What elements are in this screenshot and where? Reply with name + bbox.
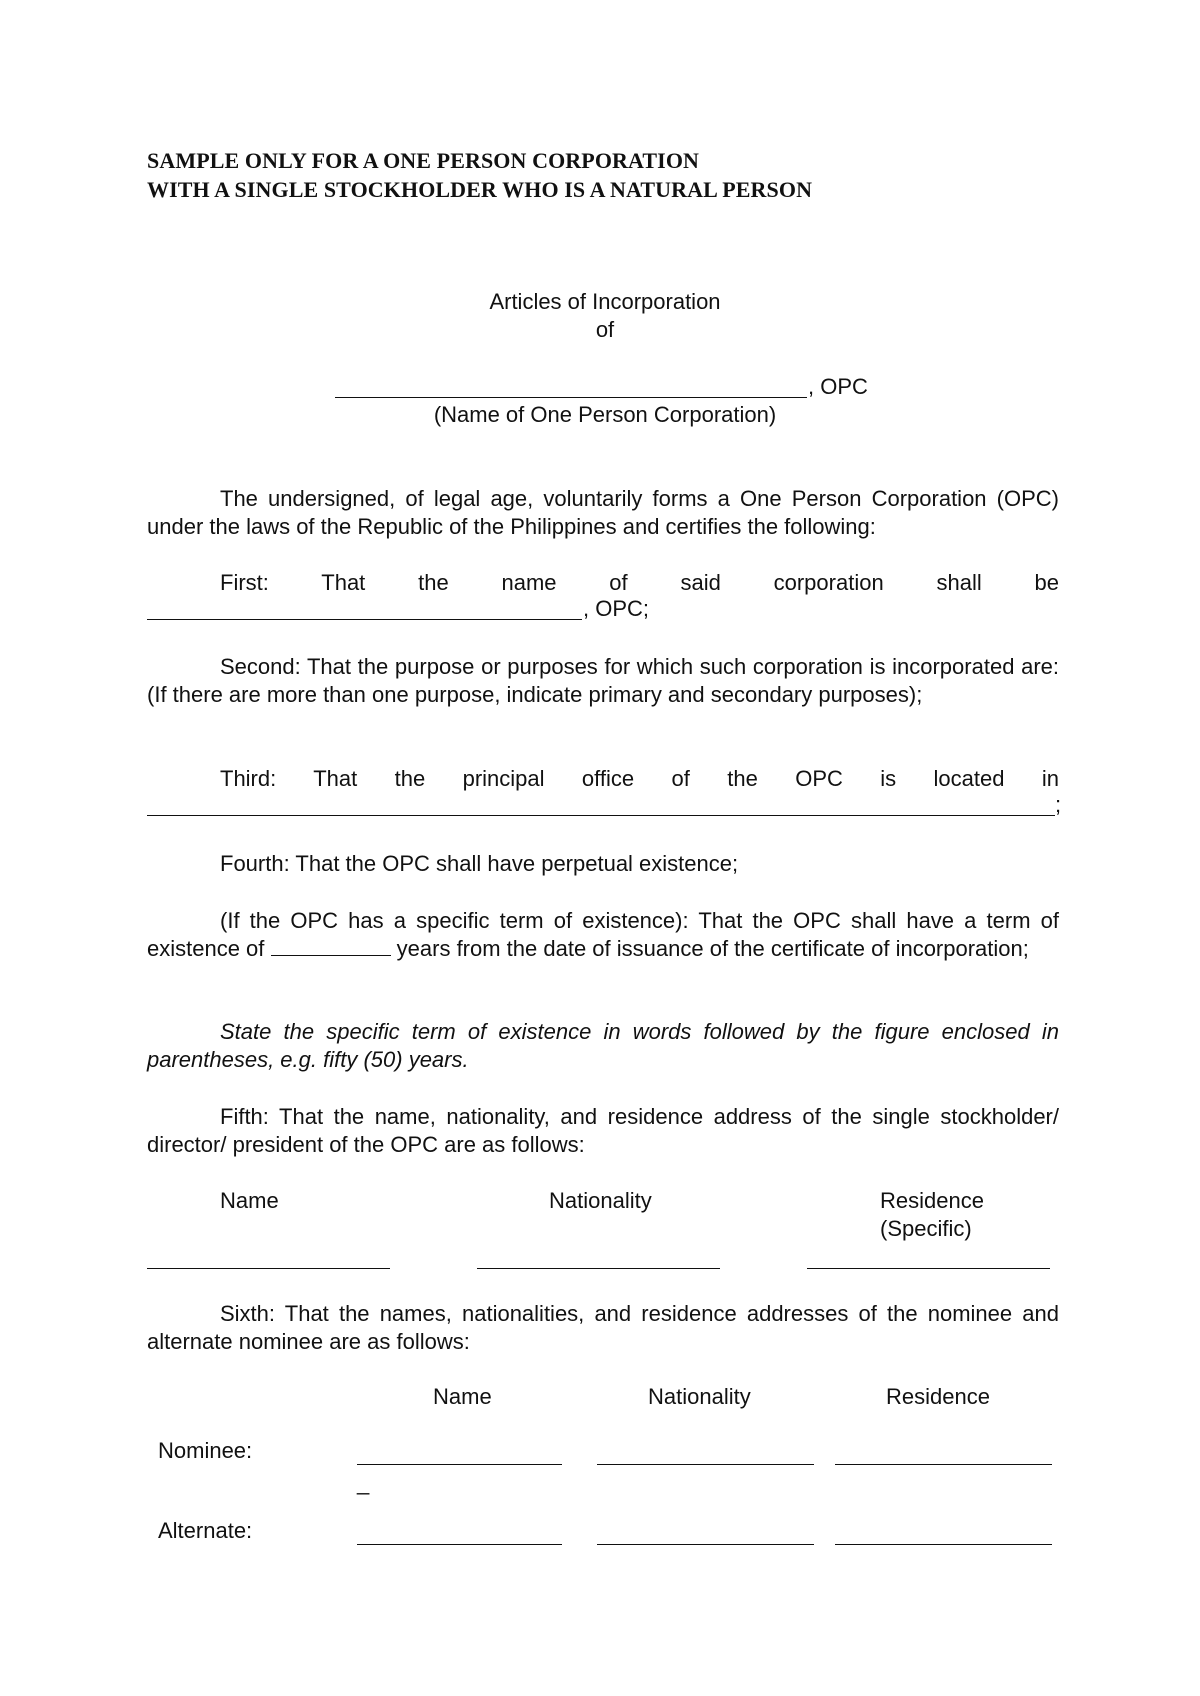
title-of: of	[595, 317, 615, 342]
intro-text: The undersigned, of legal age, voluntarily forms a One Person Corporation (OPC) under the laws of the Republic of the Philippines and certifies the following:	[147, 486, 1059, 539]
nominee-residence-blank	[835, 1464, 1052, 1465]
fifth-text: Fifth: That the name, nationality, and residence address of the single stockholder/ director/ president of the OPC are as follows:	[147, 1104, 1059, 1157]
corporation-name-blank	[335, 397, 807, 398]
third-paragraph	[147, 765, 1059, 793]
second-text: Second: That the purpose or purposes for which such corporation is incorporated are: (If there are more than one purpose, indicate primary and secondary purposes);	[147, 654, 1059, 707]
fifth-paragraph	[147, 1103, 1059, 1159]
nominee-name-blank	[357, 1464, 562, 1465]
fifth-nationality-blank	[477, 1268, 720, 1269]
third-address-blank	[147, 815, 1055, 816]
sixth-col-residence: Residence	[886, 1384, 990, 1409]
fifth-residence-blank	[807, 1268, 1050, 1269]
nominee-nationality-blank	[597, 1464, 814, 1465]
second-paragraph	[147, 653, 1059, 709]
intro-paragraph	[147, 485, 1059, 541]
third-suffix: ;	[1055, 792, 1062, 817]
first-text: First: That the name of said corporation shall be	[220, 570, 1059, 595]
sixth-col-nationality: Nationality	[648, 1384, 751, 1409]
title-name-caption: (Name of One Person Corporation)	[433, 402, 777, 427]
term-years-blank	[271, 935, 391, 956]
first-suffix: , OPC;	[583, 596, 650, 621]
fifth-col-residence-sub: (Specific)	[880, 1216, 972, 1241]
instruction-paragraph	[147, 1018, 1059, 1074]
alternate-residence-blank	[835, 1544, 1052, 1545]
fifth-col-residence: Residence	[880, 1188, 984, 1213]
fifth-col-nationality: Nationality	[549, 1188, 652, 1213]
nominee-stray-mark: _	[357, 1470, 370, 1495]
third-text: Third: That the principal office of the OPC is located in	[220, 766, 1059, 791]
alternate-name-blank	[357, 1544, 562, 1545]
fifth-name-blank	[147, 1268, 390, 1269]
sixth-row-alternate: Alternate:	[158, 1518, 253, 1543]
sixth-text: Sixth: That the names, nationalities, and residence addresses of the nominee and alternate nominee are as follows:	[147, 1301, 1059, 1354]
term-text-2: years from the date of issuance of the certificate of incorporation;	[396, 936, 1029, 961]
sixth-row-nominee: Nominee:	[158, 1438, 253, 1463]
instruction-text: State the specific term of existence in words followed by the figure enclosed in parentheses, e.g. fifty (50) years.	[147, 1019, 1059, 1072]
header-line-2: WITH A SINGLE STOCKHOLDER WHO IS A NATURAL PERSON	[147, 177, 813, 202]
term-text-1: (If the OPC has a specific term of existence): That the OPC shall have a term of existence of	[147, 908, 1059, 961]
fifth-col-name: Name	[220, 1188, 279, 1213]
first-paragraph	[147, 569, 1059, 597]
sixth-paragraph	[147, 1300, 1059, 1356]
header-line-1: SAMPLE ONLY FOR A ONE PERSON CORPORATION	[147, 148, 700, 173]
title-opc-suffix: , OPC	[808, 374, 868, 399]
fourth-paragraph	[147, 850, 1059, 878]
sixth-col-name: Name	[433, 1384, 492, 1409]
term-paragraph	[147, 907, 1059, 963]
title-articles: Articles of Incorporation	[489, 289, 721, 314]
first-name-blank	[147, 619, 582, 620]
fourth-text: Fourth: That the OPC shall have perpetual existence;	[220, 851, 739, 876]
alternate-nationality-blank	[597, 1544, 814, 1545]
